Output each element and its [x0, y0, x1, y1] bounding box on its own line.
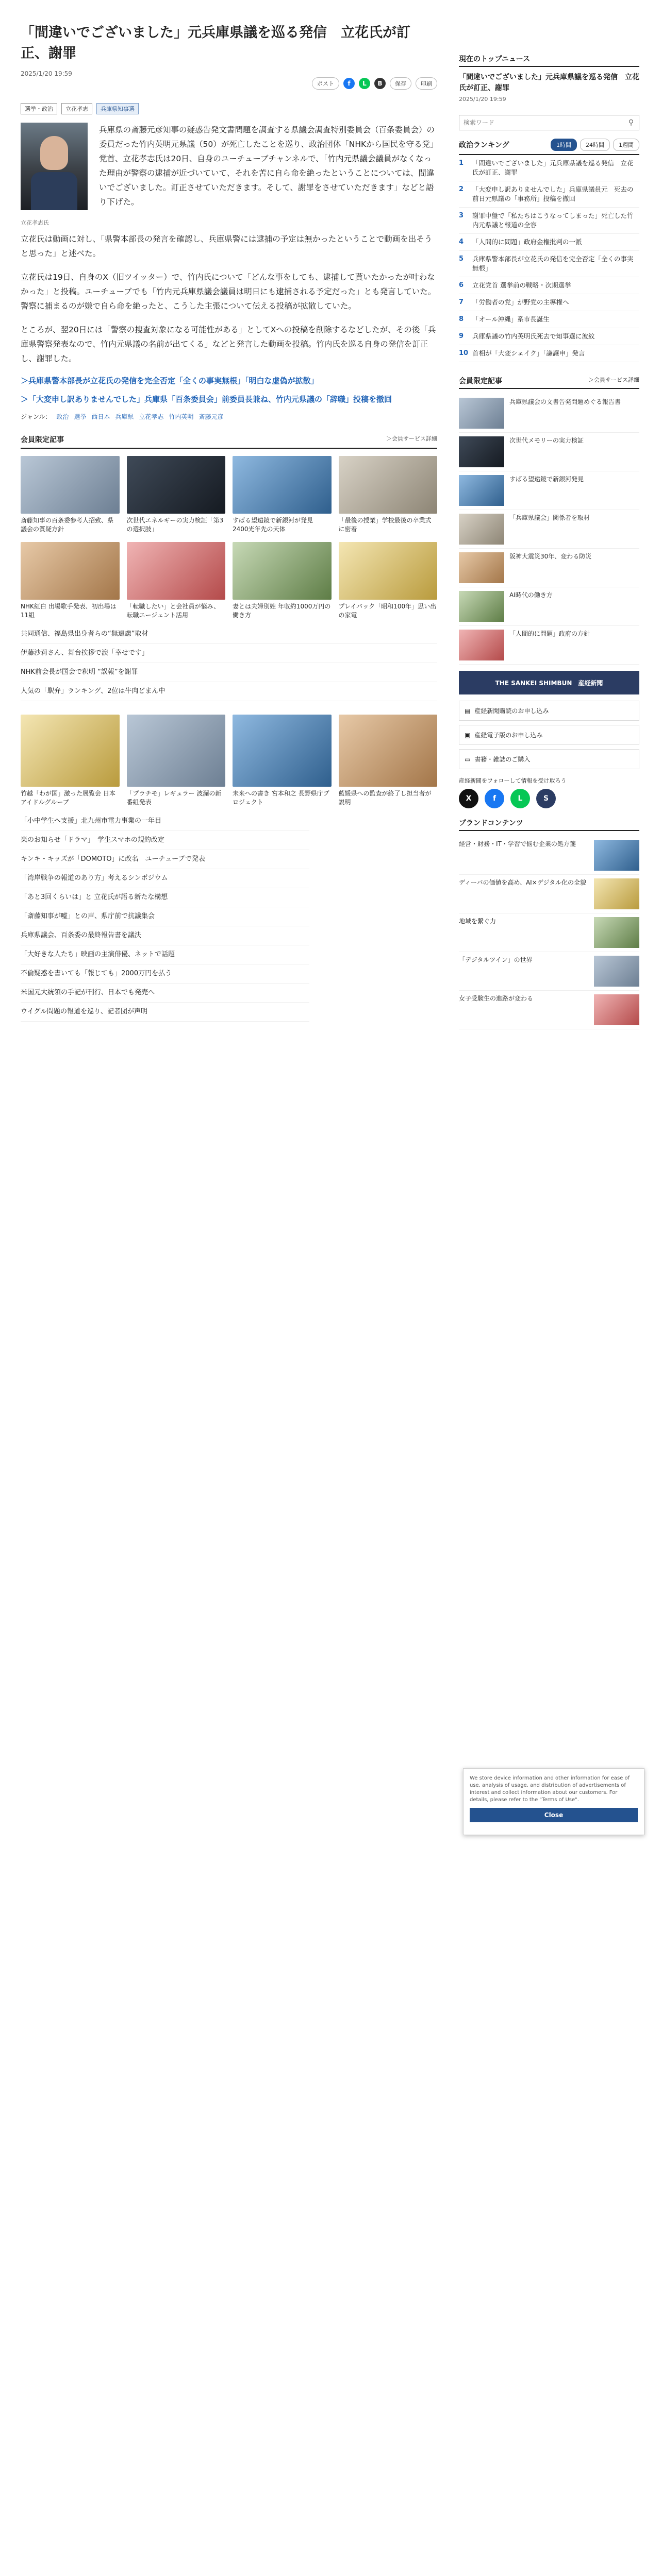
- cookie-text: We store device information and other information for ease of use, analysis of usage, and distribution of advertisements of interest and collect information about our customers. For details, please refer to the "Terms of Use".: [470, 1775, 630, 1803]
- genre-link[interactable]: 西日本: [91, 413, 110, 420]
- ranking-list: [459, 154, 639, 362]
- brand-header: ブランドコンテンツ: [459, 816, 639, 831]
- facebook-icon[interactable]: f: [485, 789, 504, 808]
- article-paragraph: 立花氏は19日、自身のX（旧ツイッター）で、竹内氏について「どんな事をしても、逮捕して貰いたかったが叶わなかった」と投稿。ユーチューブでも「竹内元兵庫県議会議員は明日にも逮捕される予定だった」とも発言していた。警察に捕まるのが嫌で自ら命を絶ったと、こうした主張について伝える投稿が拡散していた。: [21, 273, 436, 311]
- line-icon[interactable]: L: [359, 78, 370, 89]
- brand-box: [459, 816, 639, 1029]
- article-photo[interactable]: [21, 123, 88, 210]
- brand-item[interactable]: 女子受験生の進路が変わる: [459, 991, 639, 1029]
- genre-link[interactable]: 政治: [56, 413, 69, 420]
- recommend-card[interactable]: 「転職したい」と会社員が悩み、転職エージェント活用: [127, 542, 226, 620]
- member-more-link[interactable]: ＞会員サービス詳細: [588, 377, 639, 383]
- brand-item[interactable]: 「デジタルツイン」の世界: [459, 952, 639, 991]
- ranking-item[interactable]: 3 謝罪中盤で「私たちはこうなってしまった」死亡した竹内元県議と報道の全容: [459, 208, 639, 234]
- list-item[interactable]: 楽のお知らせ「ドラマ」 学生スマホの規約改定: [21, 831, 309, 850]
- list-item[interactable]: 兵庫県議会、百条委の最終報告書を議決: [21, 926, 309, 945]
- recommend-card[interactable]: 「プラチモ」レギュラー 波瀾の新番組発表: [127, 715, 226, 807]
- recommend-grid-2: [21, 715, 437, 807]
- page: [21, 0, 641, 2576]
- list-item[interactable]: キンキ・キッズが「DOMOTO」に改名 ユーチューブで発表: [21, 850, 309, 869]
- main-column: [21, 0, 437, 1022]
- list-item[interactable]: AI時代の働き方: [459, 587, 639, 626]
- recommend-text-list: [21, 625, 437, 701]
- genre-link[interactable]: 選挙: [74, 413, 87, 420]
- tab-1h[interactable]: 1時間: [551, 139, 577, 151]
- tablet-icon: ▣: [465, 731, 471, 739]
- share-bar: [312, 77, 437, 90]
- list-item[interactable]: 「大好きな人たち」映画の主演俳優、ネットで話題: [21, 945, 309, 964]
- article-title: 「間違いでございました」元兵庫県議を巡る発信 立花氏が訂正、謝罪: [21, 25, 410, 61]
- books-link[interactable]: ▭ 書籍・雑誌のご購入: [459, 749, 639, 769]
- ranking-item[interactable]: 7 「労働者の党」が野党の主導権へ: [459, 294, 639, 311]
- recommend-card[interactable]: 斎藤知事の百条委参考人招致、県議会の質疑方針: [21, 456, 120, 534]
- recommend-header: [21, 434, 437, 449]
- tab-24h[interactable]: 24時間: [580, 139, 610, 151]
- list-item[interactable]: 阪神大震災30年、変わる防災: [459, 549, 639, 587]
- article-paragraph: 兵庫県の斎藤元彦知事の疑惑告発文書問題を調査する県議会調査特別委員会（百条委員会）の委員だった竹内英明元県議（50）が死亡したことを巡り、政治団体「NHKから国民を守る党」党首、立花孝志氏は20日、自身のユーチューブチャンネルで、「竹内元県議会議員がなくなった理由が警察の逮捕が近づいていて、それを苦に自ら命を絶ったということについては、間違いでございました。訂正させていただきます。そして、謝罪をさせていただきます」などと語り下げた。: [99, 125, 435, 207]
- recommend-card[interactable]: 妻とは夫婦別姓 年収約1000万円の働き方: [233, 542, 332, 620]
- digital-link[interactable]: ▣ 産経電子版のお申し込み: [459, 725, 639, 745]
- related-link[interactable]: ＞「大変申し訳ありませんでした」兵庫県「百条委員会」前委員長兼ね、竹内元県議の「辞職」投稿を撤回: [21, 395, 392, 404]
- related-link[interactable]: ＞兵庫県警本部長が立花氏の発信を完全否定「全くの事実無根」「明白な虚偽が拡散」: [21, 376, 319, 385]
- list-item[interactable]: 「人間的に問題」政府の方針: [459, 626, 639, 665]
- list-item[interactable]: NHK前会長が国会で釈明 “誤報”を謝罪: [21, 663, 437, 682]
- recommend-grid: [21, 456, 437, 620]
- list-item[interactable]: 「湾岸戦争の報道のあり方」考えるシンポジウム: [21, 869, 309, 888]
- ranking-item[interactable]: 6 立花党首 選挙前の戦略・次期選挙: [459, 277, 639, 294]
- list-item[interactable]: 不倫疑惑を書いても「報じても」2000万円を払う: [21, 964, 309, 984]
- newspaper-icon: ▤: [465, 707, 471, 715]
- photo-caption: 立花孝志氏: [21, 219, 49, 226]
- recommend-card[interactable]: プレイバック「昭和100年」思い出の家電: [339, 542, 438, 620]
- recommend-card[interactable]: すばる望遠鏡で新銀河が発見 2400光年先の天体: [233, 456, 332, 534]
- top-news-header: 現在のトップニュース: [459, 52, 639, 67]
- recommend-card[interactable]: 次世代エネルギーの実力検証「第3の選択肢」: [127, 456, 226, 534]
- ranking-item[interactable]: 10 首相が「大変シェイク」「謙譲申」発言: [459, 345, 639, 362]
- list-item[interactable]: 「兵庫県議会」関係者を取材: [459, 510, 639, 549]
- article-paragraph: ところが、翌20日には「警察の捜査対象になる可能性がある」としてXへの投稿を削除するなどしたが、その後「兵庫県警察発表なので、竹内元県議の名前が出てくる」などと発言した動画を投稿。竹内氏を巡る自身の発信を訂正し、謝罪した。: [21, 325, 436, 363]
- list-item[interactable]: ウイグル問題の報道を巡り、記者団が声明: [21, 1003, 309, 1022]
- ranking-box: [459, 138, 639, 362]
- x-icon[interactable]: X: [459, 789, 478, 808]
- book-icon: ▭: [465, 755, 471, 763]
- article-body: [21, 123, 437, 421]
- article-date: 2025/1/20 19:59: [21, 70, 72, 77]
- subscribe-link[interactable]: ▤ 産経新聞購読のお申し込み: [459, 701, 639, 721]
- search-input[interactable]: [459, 115, 623, 130]
- member-list-box: [459, 374, 639, 665]
- brand-item[interactable]: 経営・財務・IT・学習で悩む企業の処方箋: [459, 836, 639, 875]
- recommend-title: 会員限定記事: [21, 436, 64, 444]
- list-item[interactable]: 「斎藤知事が嘘」との声、県庁前で抗議集会: [21, 907, 309, 926]
- tag-main[interactable]: 兵庫県知事選: [96, 103, 139, 114]
- ranking-item[interactable]: 8 「オール沖縄」系市長誕生: [459, 311, 639, 328]
- search-box: [459, 115, 639, 130]
- top-news-box: [459, 52, 639, 103]
- ranking-item[interactable]: 9 兵庫県議の竹内英明氏死去で知事選に波紋: [459, 328, 639, 345]
- cookie-close-button[interactable]: Close: [470, 1808, 638, 1822]
- recommend-text-list-2: [21, 812, 309, 1022]
- article-paragraph: 立花氏は動画に対し、「県警本部長の発言を確認し、兵庫県警には逮捕の予定は無かったということで動画を出そうと思った」と述べた。: [21, 234, 433, 258]
- ranking-item[interactable]: 2 「大変申し訳ありませんでした」兵庫県議員元 死去の前日元県議の「事務所」投稿を撤回: [459, 181, 639, 208]
- genre-row: [21, 412, 437, 421]
- top-news-title[interactable]: 「間違いでございました」元兵庫県議を巡る発信 立花氏が訂正、謝罪: [459, 73, 639, 92]
- top-news-date: 2025/1/20 19:59: [459, 96, 506, 103]
- recommend-card[interactable]: 竹越「わが国」激った展覧会 日本アイドルグループ: [21, 715, 120, 807]
- ranking-header: 政治ランキング: [459, 141, 509, 149]
- recommend-more-link[interactable]: ＞会員サービス詳細: [386, 435, 437, 442]
- tag-item[interactable]: 立花孝志: [61, 103, 92, 114]
- tag-item[interactable]: 選挙・政治: [21, 103, 57, 114]
- brand-item[interactable]: 地域を繋ぐ力: [459, 913, 639, 952]
- list-item[interactable]: 「小中学生へ支援」北九州市電力事業の一年目: [21, 812, 309, 831]
- search-icon[interactable]: ⚲: [628, 118, 634, 127]
- recommend-card[interactable]: 藍媛県への監査が終了し担当者が説明: [339, 715, 438, 807]
- follow-icons: [459, 789, 639, 808]
- line-icon[interactable]: L: [510, 789, 530, 808]
- member-list-header: 会員限定記事: [459, 377, 502, 385]
- post-button[interactable]: ポスト: [312, 77, 339, 90]
- sankei-banner[interactable]: THE SANKEI SHIMBUN 産経新聞: [459, 671, 639, 694]
- brand-item[interactable]: ディーバの価値を高め、AI×デジタル化の全貌: [459, 875, 639, 913]
- ranking-item[interactable]: 5 兵庫県警本部長が立花氏の発信を完全否定「全くの事実無根」: [459, 251, 639, 277]
- ranking-item[interactable]: 1 「間違いでございました」元兵庫県議を巡る発信 立花氏が訂正、謝罪: [459, 155, 639, 181]
- print-button[interactable]: 印刷: [416, 77, 437, 90]
- follow-text: 産経新聞をフォローして情報を受け取ろう: [459, 777, 567, 784]
- sankei-app-icon[interactable]: S: [536, 789, 556, 808]
- list-item[interactable]: 兵庫県議会の文書告発問題めぐる報告書: [459, 394, 639, 433]
- facebook-icon[interactable]: f: [343, 78, 355, 89]
- tag-row: [21, 103, 437, 114]
- sidebar: [459, 0, 639, 1029]
- list-item[interactable]: 人気の「駅弁」ランキング、2位は牛肉どまん中: [21, 682, 437, 701]
- genre-link[interactable]: 竹内英明: [169, 413, 194, 420]
- tab-1w[interactable]: 1週間: [613, 139, 639, 151]
- ranking-item[interactable]: 4 「人間的に問題」政府金権批判の一派: [459, 234, 639, 251]
- list-item[interactable]: 次世代メモリーの実力検証: [459, 433, 639, 471]
- list-item[interactable]: 米国元大統領の手記が刊行、日本でも発売へ: [21, 984, 309, 1003]
- genre-link[interactable]: 斎藤元彦: [198, 413, 224, 420]
- list-item[interactable]: 「あと3回くらいは」と 立花氏が語る新たな構想: [21, 888, 309, 907]
- genre-link[interactable]: 兵庫県: [115, 413, 134, 420]
- recommend-card[interactable]: NHK紅白 出場歌手発表、初出場は11組: [21, 542, 120, 620]
- recommend-card[interactable]: 未来への書き 宮本和之 長野県庁プロジェクト: [233, 715, 332, 807]
- genre-link[interactable]: 立花孝志: [139, 413, 164, 420]
- bookmark-icon[interactable]: B: [374, 78, 386, 89]
- list-item[interactable]: 共同通信、福島県出身者らの“無遠慮”取材: [21, 625, 437, 644]
- recommend-card[interactable]: 「最後の授業」学校最後の卒業式に密着: [339, 456, 438, 534]
- list-item[interactable]: 伊藤沙莉さん、舞台挨拶で涙「幸せです」: [21, 644, 437, 663]
- list-item[interactable]: すばる望遠鏡で新銀河発見: [459, 471, 639, 510]
- save-button[interactable]: 保存: [390, 77, 411, 90]
- genre-label: ジャンル：: [21, 413, 52, 420]
- cookie-notice: [463, 1768, 644, 1835]
